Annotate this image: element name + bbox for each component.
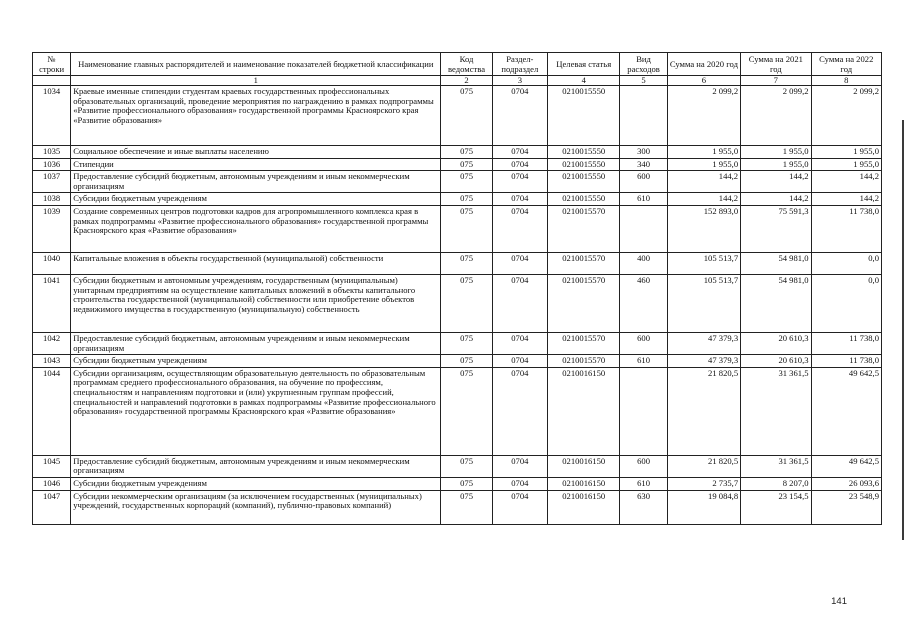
table-row [33, 252, 882, 274]
table-row [33, 332, 882, 354]
cell-row-no: 1034 [33, 86, 71, 146]
column-number: 5 [620, 76, 667, 86]
cell-sum-2022: 23 548,9 [811, 490, 881, 524]
header-exp-type: Вид расходов [620, 53, 667, 76]
cell-section: 0704 [492, 355, 547, 368]
table-row [33, 146, 882, 159]
cell-exp-type: 600 [620, 332, 667, 354]
cell-dept-code: 075 [441, 205, 492, 252]
table-row [33, 205, 882, 252]
cell-sum-2020: 2 735,7 [667, 477, 740, 490]
cell-sum-2021: 23 154,5 [741, 490, 811, 524]
cell-exp-type [620, 367, 667, 455]
cell-section: 0704 [492, 367, 547, 455]
cell-row-no: 1040 [33, 252, 71, 274]
cell-sum-2021: 8 207,0 [741, 477, 811, 490]
cell-exp-type: 610 [620, 355, 667, 368]
cell-exp-type: 300 [620, 146, 667, 159]
cell-sum-2021: 54 981,0 [741, 252, 811, 274]
cell-name: Стипендии [71, 158, 441, 171]
cell-dept-code: 075 [441, 171, 492, 193]
cell-sum-2020: 144,2 [667, 193, 740, 206]
cell-name: Субсидии бюджетным учреждениям [71, 193, 441, 206]
cell-name: Субсидии организациям, осуществляющим образовательную деятельность по образовательным программам среднего профессионального образования, на обучение по профессиям, специальностям и направлениям подготовки и (или) укрупненным группам профессий, специальностей и направлений подготовки в рамках подпрограммы «Развитие профессионального образования» государственной программы Красноярского края «Развитие образования» [71, 367, 441, 455]
cell-sum-2020: 1 955,0 [667, 158, 740, 171]
cell-target: 0210015570 [548, 252, 620, 274]
budget-table [32, 52, 882, 525]
cell-section: 0704 [492, 274, 547, 332]
cell-row-no: 1046 [33, 477, 71, 490]
cell-dept-code: 075 [441, 367, 492, 455]
table-row [33, 367, 882, 455]
cell-target: 0210015570 [548, 355, 620, 368]
cell-sum-2021: 54 981,0 [741, 274, 811, 332]
cell-row-no: 1041 [33, 274, 71, 332]
cell-dept-code: 075 [441, 355, 492, 368]
cell-sum-2022: 49 642,5 [811, 455, 881, 477]
table-row [33, 490, 882, 524]
cell-sum-2021: 20 610,3 [741, 332, 811, 354]
cell-exp-type: 610 [620, 193, 667, 206]
cell-name: Предоставление субсидий бюджетным, автономным учреждениям и иным некоммерческим организациям [71, 332, 441, 354]
cell-sum-2021: 144,2 [741, 171, 811, 193]
cell-section: 0704 [492, 193, 547, 206]
header-row [33, 53, 882, 76]
cell-sum-2022: 0,0 [811, 252, 881, 274]
cell-sum-2020: 47 379,3 [667, 355, 740, 368]
cell-exp-type [620, 86, 667, 146]
page-number: 141 [831, 596, 847, 607]
header-dept-code: Код ведомства [441, 53, 492, 76]
cell-sum-2022: 49 642,5 [811, 367, 881, 455]
cell-target: 0210015550 [548, 158, 620, 171]
cell-row-no: 1047 [33, 490, 71, 524]
cell-exp-type: 600 [620, 171, 667, 193]
table-row [33, 171, 882, 193]
cell-name: Социальное обеспечение и иные выплаты населению [71, 146, 441, 159]
cell-exp-type [620, 205, 667, 252]
header-sum-2021: Сумма на 2021 год [741, 53, 811, 76]
cell-sum-2022: 26 093,6 [811, 477, 881, 490]
cell-section: 0704 [492, 455, 547, 477]
cell-name: Краевые именные стипендии студентам краевых государственных профессиональных образовательных организаций, проведение мероприятия по награждению в рамках подпрограммы «Развитие профессионального образования» государственной программы Красноярского края «Развитие образования» [71, 86, 441, 146]
table-row [33, 158, 882, 171]
cell-sum-2021: 20 610,3 [741, 355, 811, 368]
cell-sum-2022: 0,0 [811, 274, 881, 332]
cell-exp-type: 600 [620, 455, 667, 477]
cell-dept-code: 075 [441, 490, 492, 524]
cell-section: 0704 [492, 146, 547, 159]
cell-exp-type: 400 [620, 252, 667, 274]
cell-name: Субсидии некоммерческим организациям (за исключением государственных (муниципальных) учреждений, государственных корпораций (компаний), публично-правовых компаний) [71, 490, 441, 524]
header-name: Наименование главных распорядителей и наименование показателей бюджетной классификации [71, 53, 441, 76]
column-number-row [33, 76, 882, 86]
cell-sum-2020: 21 820,5 [667, 455, 740, 477]
cell-name: Субсидии бюджетным учреждениям [71, 477, 441, 490]
cell-dept-code: 075 [441, 274, 492, 332]
cell-sum-2021: 2 099,2 [741, 86, 811, 146]
cell-dept-code: 075 [441, 332, 492, 354]
cell-exp-type: 340 [620, 158, 667, 171]
cell-sum-2021: 31 361,5 [741, 455, 811, 477]
cell-section: 0704 [492, 171, 547, 193]
cell-section: 0704 [492, 86, 547, 146]
column-number [33, 76, 71, 86]
table-row [33, 355, 882, 368]
cell-section: 0704 [492, 332, 547, 354]
table-row [33, 193, 882, 206]
cell-dept-code: 075 [441, 86, 492, 146]
cell-target: 0210015550 [548, 171, 620, 193]
column-number: 2 [441, 76, 492, 86]
cell-row-no: 1038 [33, 193, 71, 206]
cell-row-no: 1039 [33, 205, 71, 252]
cell-sum-2020: 2 099,2 [667, 86, 740, 146]
cell-sum-2021: 144,2 [741, 193, 811, 206]
cell-dept-code: 075 [441, 146, 492, 159]
cell-sum-2022: 11 738,0 [811, 332, 881, 354]
cell-name: Предоставление субсидий бюджетным, автономным учреждениям и иным некоммерческим организациям [71, 455, 441, 477]
cell-sum-2020: 1 955,0 [667, 146, 740, 159]
header-sum-2020: Сумма на 2020 год [667, 53, 740, 76]
cell-sum-2020: 144,2 [667, 171, 740, 193]
cell-target: 0210015550 [548, 146, 620, 159]
cell-row-no: 1037 [33, 171, 71, 193]
header-section: Раздел-подраздел [492, 53, 547, 76]
cell-section: 0704 [492, 205, 547, 252]
cell-exp-type: 460 [620, 274, 667, 332]
cell-sum-2020: 19 084,8 [667, 490, 740, 524]
cell-sum-2021: 1 955,0 [741, 158, 811, 171]
cell-sum-2021: 75 591,3 [741, 205, 811, 252]
cell-sum-2020: 152 893,0 [667, 205, 740, 252]
header-sum-2022: Сумма на 2022 год [811, 53, 881, 76]
cell-dept-code: 075 [441, 477, 492, 490]
table-row [33, 455, 882, 477]
cell-name: Предоставление субсидий бюджетным, автономным учреждениям и иным некоммерческим организациям [71, 171, 441, 193]
cell-dept-code: 075 [441, 158, 492, 171]
cell-section: 0704 [492, 477, 547, 490]
cell-sum-2021: 1 955,0 [741, 146, 811, 159]
cell-sum-2021: 31 361,5 [741, 367, 811, 455]
column-number: 4 [548, 76, 620, 86]
column-number: 8 [811, 76, 881, 86]
cell-target: 0210015550 [548, 193, 620, 206]
table-body [33, 86, 882, 525]
cell-name: Субсидии бюджетным и автономным учреждениям, государственным (муниципальным) унитарным предприятиям на осуществление капитальных вложений в объекты капитального строительства государственной (муниципальной) собственности или приобретение объектов недвижимого имущества в государственную (муниципальную) собственность [71, 274, 441, 332]
cell-dept-code: 075 [441, 193, 492, 206]
cell-sum-2020: 105 513,7 [667, 252, 740, 274]
cell-section: 0704 [492, 252, 547, 274]
column-number: 7 [741, 76, 811, 86]
cell-name: Субсидии бюджетным учреждениям [71, 355, 441, 368]
table-row [33, 86, 882, 146]
cell-sum-2020: 105 513,7 [667, 274, 740, 332]
cell-name: Создание современных центров подготовки кадров для агропромышленного комплекса края в рамках подпрограммы «Развитие профессионального образования» государственной программы Красноярского края «Развитие образования» [71, 205, 441, 252]
cell-sum-2020: 47 379,3 [667, 332, 740, 354]
cell-dept-code: 075 [441, 252, 492, 274]
column-number: 3 [492, 76, 547, 86]
cell-target: 0210016150 [548, 477, 620, 490]
column-number: 1 [71, 76, 441, 86]
cell-section: 0704 [492, 490, 547, 524]
cell-row-no: 1044 [33, 367, 71, 455]
cell-target: 0210016150 [548, 455, 620, 477]
cell-sum-2020: 21 820,5 [667, 367, 740, 455]
header-target: Целевая статья [548, 53, 620, 76]
cell-sum-2022: 144,2 [811, 193, 881, 206]
scan-edge-line [902, 120, 904, 540]
cell-exp-type: 610 [620, 477, 667, 490]
cell-target: 0210015550 [548, 86, 620, 146]
cell-target: 0210016150 [548, 367, 620, 455]
cell-sum-2022: 1 955,0 [811, 158, 881, 171]
cell-sum-2022: 11 738,0 [811, 205, 881, 252]
cell-sum-2022: 11 738,0 [811, 355, 881, 368]
cell-sum-2022: 144,2 [811, 171, 881, 193]
cell-row-no: 1045 [33, 455, 71, 477]
cell-sum-2022: 1 955,0 [811, 146, 881, 159]
cell-exp-type: 630 [620, 490, 667, 524]
cell-sum-2022: 2 099,2 [811, 86, 881, 146]
cell-target: 0210015570 [548, 332, 620, 354]
cell-dept-code: 075 [441, 455, 492, 477]
cell-row-no: 1043 [33, 355, 71, 368]
cell-row-no: 1042 [33, 332, 71, 354]
cell-row-no: 1035 [33, 146, 71, 159]
cell-target: 0210015570 [548, 205, 620, 252]
cell-target: 0210016150 [548, 490, 620, 524]
column-number: 6 [667, 76, 740, 86]
table-row [33, 477, 882, 490]
cell-name: Капитальные вложения в объекты государственной (муниципальной) собственности [71, 252, 441, 274]
cell-row-no: 1036 [33, 158, 71, 171]
cell-target: 0210015570 [548, 274, 620, 332]
table-row [33, 274, 882, 332]
cell-section: 0704 [492, 158, 547, 171]
header-row-no: № строки [33, 53, 71, 76]
